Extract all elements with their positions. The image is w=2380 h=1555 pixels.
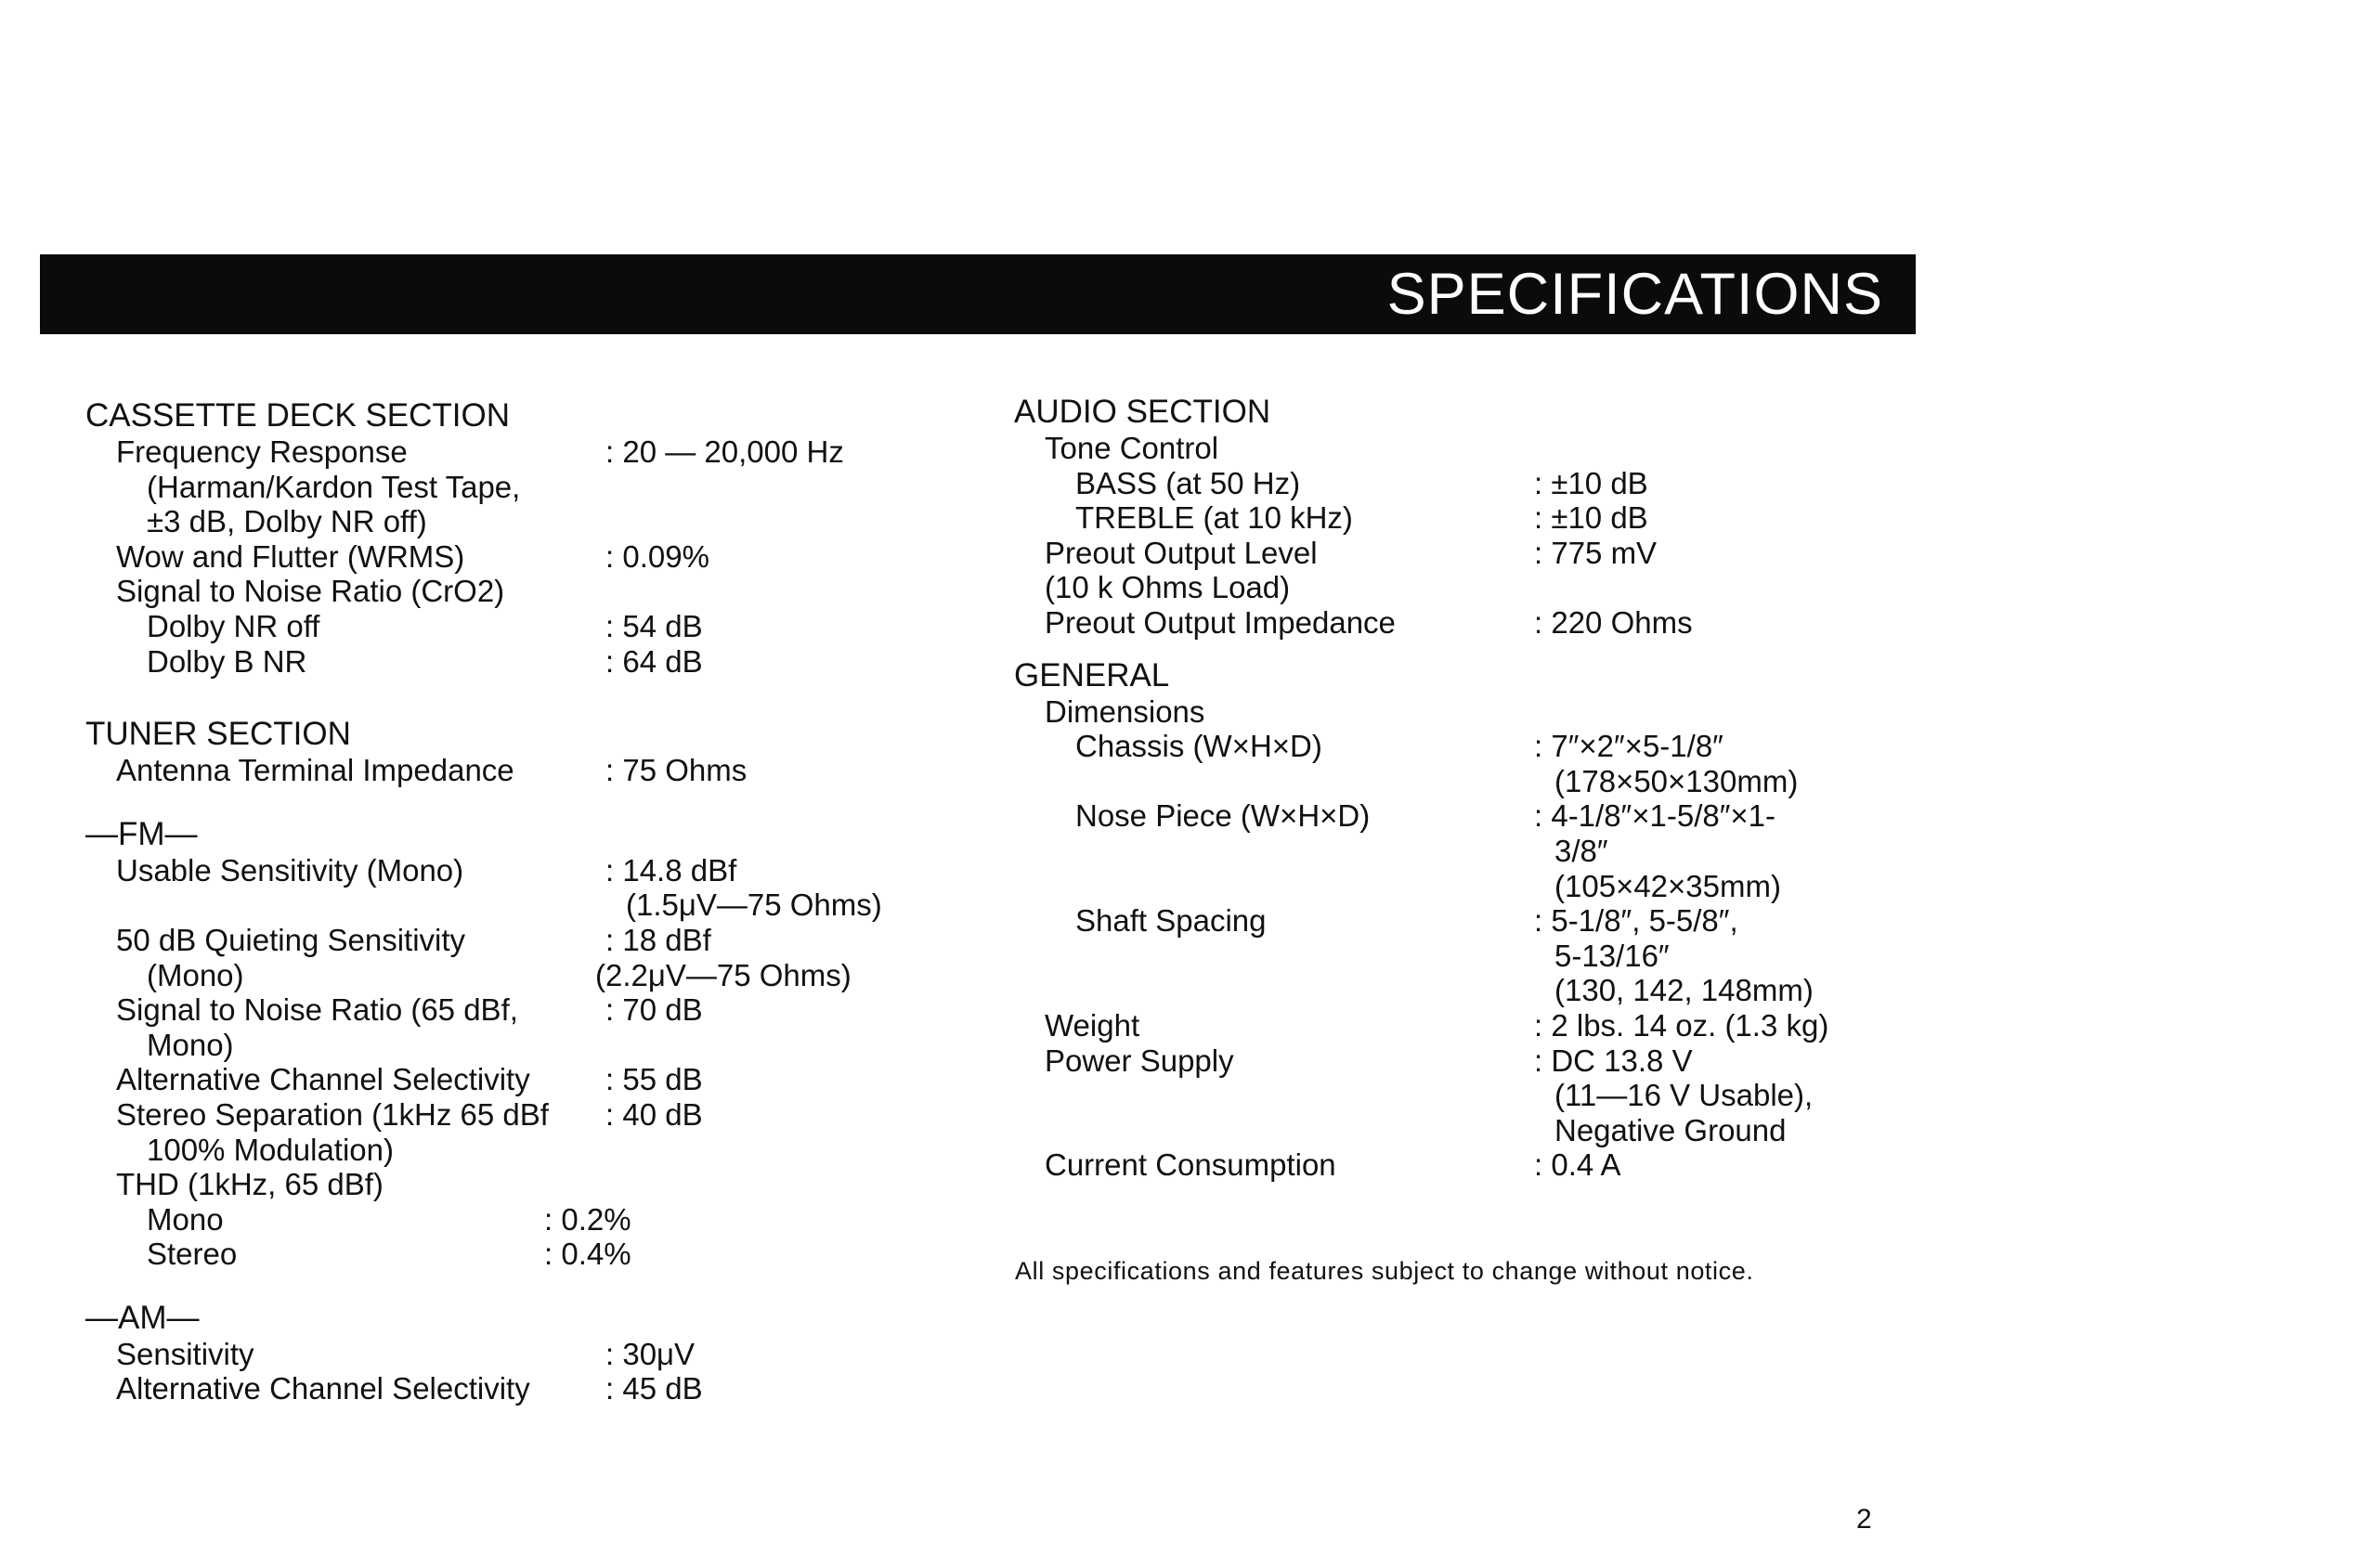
spec-label: Dimensions — [1045, 693, 1205, 729]
spec-row-weight — [1014, 1008, 1905, 1043]
spec-label: (10 k Ohms Load) — [1045, 570, 1291, 605]
spec-value: 3/8″ — [1554, 833, 1608, 868]
spec-label: Preout Output Level — [1045, 535, 1318, 570]
spec-row-stereo-separation-cont — [85, 1133, 977, 1168]
spec-row-preout-impedance — [1014, 605, 1905, 641]
spec-row-usable-sensitivity-cont — [85, 888, 977, 923]
spec-label: ±3 dB, Dolby NR off) — [147, 504, 427, 539]
spec-label: Dolby B NR — [147, 643, 307, 679]
left-column — [85, 397, 977, 1406]
spec-value: Negative Ground — [1554, 1112, 1787, 1147]
right-column — [1014, 394, 1905, 1183]
spec-row-am-sensitivity — [85, 1337, 977, 1372]
spec-value: (1.5μV—75 Ohms) — [626, 888, 882, 923]
spec-row-power-cont — [1014, 1113, 1905, 1148]
page-number: 2 — [1856, 1504, 1872, 1535]
spec-label: Nose Piece (W×H×D) — [1075, 798, 1371, 834]
spec-value: : 70 dB — [605, 992, 703, 1028]
spec-row-dimensions — [1014, 694, 1905, 730]
spec-label: Chassis (W×H×D) — [1075, 729, 1322, 764]
spec-label: Frequency Response — [116, 434, 408, 469]
spec-row-fm-snr — [85, 992, 977, 1028]
spec-value: : 0.4% — [544, 1237, 631, 1272]
spec-row-nose-cont — [1014, 834, 1905, 869]
spec-label: Stereo Separation (1kHz 65 dBf — [116, 1096, 549, 1132]
spec-row-usable-sensitivity — [85, 853, 977, 888]
spec-value: : ±10 dB — [1534, 500, 1648, 536]
spec-value: : 775 mV — [1534, 535, 1658, 570]
spec-value: : 0.2% — [544, 1201, 631, 1237]
spec-row-am-alt-channel — [85, 1371, 977, 1406]
fm-heading: —FM— — [85, 815, 198, 852]
spec-row-shaft-cont — [1014, 939, 1905, 974]
spec-label: (Mono) — [147, 957, 244, 992]
spec-value: : 0.09% — [605, 538, 709, 574]
spec-row-quieting-cont — [85, 958, 977, 993]
spec-row-snr — [85, 574, 977, 609]
cassette-heading: CASSETTE DECK SECTION — [85, 397, 511, 434]
spec-label: Preout Output Impedance — [1045, 604, 1396, 640]
spec-row-current — [1014, 1147, 1905, 1183]
spec-row-preout-level — [1014, 536, 1905, 571]
spec-row-chassis — [1014, 729, 1905, 764]
spec-row-treble — [1014, 500, 1905, 536]
spec-label: Shaft Spacing — [1075, 903, 1267, 939]
spec-label: Mono — [147, 1201, 224, 1237]
spec-value: (105×42×35mm) — [1554, 868, 1781, 903]
general-heading: GENERAL — [1014, 656, 1170, 693]
spec-label: Mono) — [147, 1027, 234, 1062]
spec-value: : 14.8 dBf — [605, 852, 737, 888]
spec-label: Stereo — [147, 1237, 238, 1272]
spec-label: Current Consumption — [1045, 1147, 1336, 1183]
spec-value: (178×50×130mm) — [1554, 763, 1799, 798]
spec-value: : ±10 dB — [1534, 465, 1648, 500]
spec-label: 50 dB Quieting Sensitivity — [116, 922, 466, 957]
spec-row-alt-channel — [85, 1062, 977, 1097]
spec-label: TREBLE (at 10 kHz) — [1075, 500, 1353, 536]
spec-row-shaft-cont — [1014, 973, 1905, 1008]
spec-row-frequency-note — [85, 504, 977, 539]
spec-value: : DC 13.8 V — [1534, 1043, 1693, 1078]
spec-value: : 18 dBf — [605, 922, 711, 957]
spec-row-shaft — [1014, 903, 1905, 939]
spec-value: : 45 dB — [605, 1371, 703, 1406]
spec-label: Tone Control — [1045, 431, 1219, 465]
page-title: SPECIFICATIONS — [1386, 262, 1883, 327]
spec-label: Dolby NR off — [147, 608, 320, 643]
spec-value: (130, 142, 148mm) — [1554, 973, 1814, 1008]
spec-value: : 75 Ohms — [605, 753, 748, 788]
spec-value: : 0.4 A — [1534, 1147, 1621, 1183]
spec-row-dolby-b — [85, 644, 977, 680]
spec-value: : 4-1/8″×1-5/8″×1- — [1534, 798, 1776, 834]
spec-value: : 7″×2″×5-1/8″ — [1534, 729, 1723, 764]
spec-row-bass — [1014, 466, 1905, 501]
spec-value: : 64 dB — [605, 643, 703, 679]
spec-row-nose-cont — [1014, 869, 1905, 904]
spec-value: (11—16 V Usable), — [1554, 1078, 1814, 1113]
spec-label: Alternative Channel Selectivity — [116, 1371, 530, 1406]
spec-value: : 40 dB — [605, 1096, 703, 1132]
spec-value: : 20 — 20,000 Hz — [605, 434, 844, 469]
spec-value: : 2 lbs. 14 oz. (1.3 kg) — [1534, 1007, 1829, 1043]
change-notice: All specifications and features subject to change without notice. — [1015, 1257, 1754, 1285]
spec-label: Wow and Flutter (WRMS) — [116, 538, 465, 574]
spec-row-nose — [1014, 798, 1905, 834]
spec-value: : 54 dB — [605, 608, 703, 643]
spec-row-thd — [85, 1167, 977, 1202]
spec-label: Antenna Terminal Impedance — [116, 753, 514, 788]
audio-heading: AUDIO SECTION — [1014, 394, 1271, 430]
spec-row-chassis-cont — [1014, 764, 1905, 799]
spec-row-tone — [1014, 431, 1905, 466]
spec-value: : 30μV — [605, 1336, 696, 1371]
spec-row-preout-level-cont — [1014, 570, 1905, 605]
spec-label: Alternative Channel Selectivity — [116, 1062, 530, 1097]
spec-row-fm-snr-cont — [85, 1028, 977, 1063]
spec-row-wow — [85, 539, 977, 575]
spec-label: Signal to Noise Ratio (65 dBf, — [116, 992, 518, 1028]
spec-row-power-cont — [1014, 1078, 1905, 1113]
spec-row-quieting — [85, 923, 977, 958]
spec-value: 5-13/16″ — [1554, 938, 1670, 973]
spec-label: BASS (at 50 Hz) — [1075, 465, 1301, 500]
spec-label: Usable Sensitivity (Mono) — [116, 852, 464, 888]
spec-label: (Harman/Kardon Test Tape, — [147, 469, 521, 504]
title-bar — [40, 254, 1916, 334]
spec-value: : 55 dB — [605, 1062, 703, 1097]
spec-row-frequency — [85, 434, 977, 470]
spec-row-dolby-off — [85, 609, 977, 644]
spec-value: : 220 Ohms — [1534, 604, 1693, 640]
spec-row-frequency-note — [85, 470, 977, 505]
spec-label: Sensitivity — [116, 1336, 254, 1371]
spec-label: Power Supply — [1045, 1043, 1234, 1078]
spec-label: Signal to Noise Ratio (CrO2) — [116, 574, 505, 609]
tuner-heading: TUNER SECTION — [85, 716, 351, 753]
spec-value: (2.2μV—75 Ohms) — [595, 957, 852, 992]
spec-row-thd-mono — [85, 1202, 977, 1238]
spec-row-stereo-separation — [85, 1097, 977, 1133]
spec-label: 100% Modulation) — [147, 1132, 394, 1167]
am-heading: —AM— — [85, 1299, 200, 1336]
spec-row-power — [1014, 1043, 1905, 1079]
spec-row-antenna — [85, 753, 977, 788]
spec-row-thd-stereo — [85, 1237, 977, 1272]
spec-value: : 5-1/8″, 5-5/8″, — [1534, 903, 1738, 939]
spec-label: Weight — [1045, 1007, 1140, 1043]
spec-label: THD (1kHz, 65 dBf) — [116, 1167, 384, 1202]
